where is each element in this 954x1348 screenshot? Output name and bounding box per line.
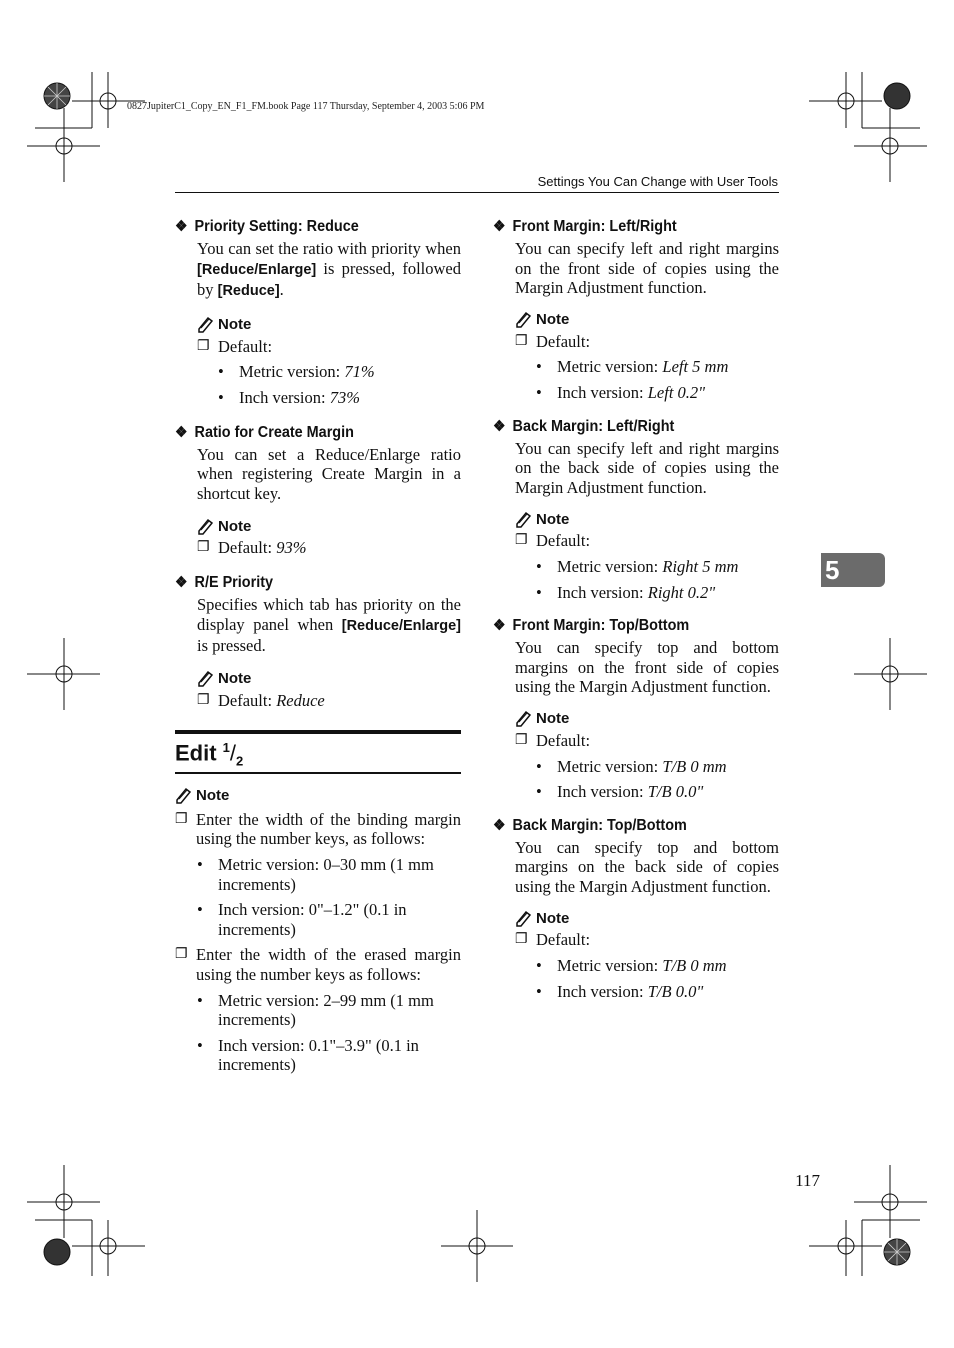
note-heading: Note [197, 315, 461, 335]
list-item: • Inch version: 73% [218, 387, 360, 407]
section-text: You can set the ratio with priority when [Reduce/Enlarge] is pressed, followed by [Reduce]. [197, 239, 461, 300]
running-head: Settings You Can Change with User Tools [537, 174, 778, 189]
header-rule [175, 192, 779, 193]
pencil-icon [515, 311, 532, 328]
list-item: • Inch version: T/B 0.0" [536, 782, 704, 802]
section-heading: ❖ Back Margin: Top/Bottom [493, 816, 687, 834]
pencil-icon [175, 787, 192, 804]
checklist-item: ❐ Default: Reduce [197, 690, 325, 710]
list-item: • Metric version: 0–30 mm (1 mm increments) [197, 855, 434, 894]
checklist-item: ❐ Default: [515, 930, 591, 950]
list-item: • Metric version: Left 5 mm [536, 357, 729, 377]
note-heading: Note [197, 516, 461, 536]
section-text: You can specify left and right margins on the back side of copies using the Margin Adjustment function. [515, 438, 779, 497]
note-heading: Note [175, 786, 461, 806]
pencil-icon [515, 710, 532, 727]
section-text: You can specify top and bottom margins on the front side of copies using the Margin Adjustment function. [515, 638, 779, 697]
list-item: • Metric version: T/B 0 mm [536, 756, 727, 776]
pencil-icon [197, 518, 214, 535]
section-heading: ❖ Back Margin: Left/Right [493, 417, 675, 435]
list-item: • Metric version: 71% [218, 362, 375, 382]
pencil-icon [515, 910, 532, 927]
checklist-item: ❐ Default: [515, 331, 591, 351]
checklist-item: ❐ Default: [515, 531, 591, 551]
note-heading: Note [515, 709, 779, 729]
section-heading: ❖ R/E Priority [175, 573, 274, 591]
file-header: 0827JupiterC1_Copy_EN_F1_FM.book Page 117 Thursday, September 4, 2003 5:06 PM [127, 101, 485, 112]
checklist-item: ❐ Enter the width of the erased margin using the number keys as follows: [175, 945, 461, 984]
note-heading: Note [197, 669, 461, 689]
note-heading: Note [515, 310, 779, 330]
right-column [493, 217, 779, 1001]
section-text: You can set a Reduce/Enlarge ratio when registering Create Margin in a shortcut key. [197, 444, 461, 503]
pencil-icon [515, 511, 532, 528]
note-heading: Note [515, 509, 779, 529]
checklist-item: ❐ Default: [515, 730, 591, 750]
checklist-item: ❐ Enter the width of the binding margin using the number keys, as follows: [175, 809, 461, 849]
section-text: You can specify top and bottom margins on the back side of copies using the Margin Adjustment function. [515, 837, 779, 896]
list-item: • Inch version: 0.1"–3.9" (0.1 in increments) [197, 1035, 419, 1075]
page-number: 117 [795, 1171, 820, 1190]
edit-title: Edit $^1/_2$ [175, 740, 244, 770]
list-item: • Inch version: Left 0.2" [536, 382, 706, 402]
list-item: • Metric version: T/B 0 mm [536, 956, 727, 976]
pencil-icon [197, 670, 214, 687]
checklist-item: ❐ Default: [197, 336, 273, 356]
section-heading: ❖ Front Margin: Left/Right [493, 218, 677, 235]
section-text: You can specify left and right margins on the front side of copies using the Margin Adjustment function. [515, 239, 779, 298]
list-item: • Inch version: Right 0.2" [536, 582, 716, 602]
chapter-tab: 5 [821, 553, 885, 587]
left-column [175, 217, 461, 1075]
list-item: • Metric version: 2–99 mm (1 mm increments) [197, 990, 434, 1030]
section-heading: ❖ Ratio for Create Margin [175, 423, 354, 441]
list-item: • Inch version: T/B 0.0" [536, 981, 704, 1001]
section-text: Specifies which tab has priority on the display panel when [Reduce/Enlarge] is pressed. [197, 594, 461, 656]
list-item: • Metric version: Right 5 mm [536, 556, 739, 576]
pencil-icon [197, 316, 214, 333]
note-heading: Note [515, 908, 779, 928]
list-item: • Inch version: 0"–1.2" (0.1 in increments) [197, 900, 407, 939]
section-rule [175, 730, 461, 734]
section-heading: ❖ Priority Setting: Reduce [175, 218, 359, 235]
checklist-item: ❐ Default: 93% [197, 538, 307, 558]
section-heading: ❖ Front Margin: Top/Bottom [493, 617, 690, 635]
